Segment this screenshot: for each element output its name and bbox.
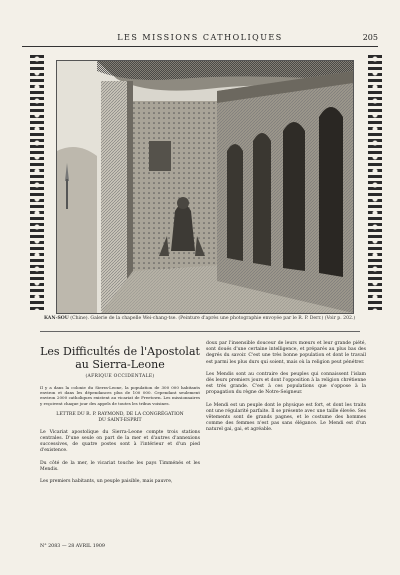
running-title: LES MISSIONS CATHOLIQUES <box>117 33 283 42</box>
caption-place-paren: (Chine). <box>70 316 89 321</box>
paragraph: doux par l'insensible douceur de leurs mœurs et leur grande piété, sont doués d'une certaine intelligence, et préparés au plus bas des degrés du savoir. C'est une très bonne population et dont le travail est parmi les plus durs qui soient, mais où la religion peut pénétrer. <box>206 341 366 365</box>
paragraph: Le Mendi est un peuple dont le physique est fort, et dont les traits ont une régularité parfaite. Il se présente avec une taille élevée. Ses vêtements sont de grands pagnes, et le costume des hommes comme des femmes n'est pas sans élégance. Le Mendi est d'un naturel gai, gai, et agréable. <box>206 402 366 433</box>
title-line-2: au Sierra-Leone <box>75 358 165 371</box>
column-left <box>40 335 200 485</box>
chapel-gallery-illustration <box>56 60 354 314</box>
caption-text: Galerie de la chapelle Wei-chang-tse. (Peinture d'après une photographie envoyée par le R. P. Derr.) (Voir p. 202.) <box>90 316 356 321</box>
header-rule <box>22 46 378 47</box>
paragraph: Du côté de la mer, le vicariat touche les pays Timménés et les Mendis. <box>40 460 200 472</box>
column-right <box>206 335 366 434</box>
title-line-1: Les Difficultés de l'Apostolat <box>40 345 200 358</box>
ornamental-border-left <box>30 52 44 310</box>
article-subtitle: (AFRIQUE OCCIDENTALE) <box>85 374 155 379</box>
page-number: 205 <box>362 33 378 42</box>
section-heading-line-1: LETTRE DU R. P. RAYMOND, DE LA CONGRÉGATION <box>56 411 184 417</box>
running-header <box>22 33 378 45</box>
caption-place: KAN-SOU <box>44 316 69 321</box>
illustration-caption <box>44 316 364 322</box>
caption-rule <box>40 331 360 332</box>
issue-footer: N° 2083 — 28 AVRIL 1909 <box>40 544 105 549</box>
ornamental-border-right <box>368 52 382 310</box>
paragraph: Les Mendis sont au contraire des peuples qui connaissent l'islam dès leurs premiers jours et dont l'opposition à la religion chrétienne est très grande. C'est à ces populations que s'oppose à la propagation du règne de Notre-Seigneur. <box>206 371 366 396</box>
paragraph: Les premiers habitants, un peuple paisible, mais pauvre, <box>40 479 173 485</box>
article-title <box>40 345 200 371</box>
article-intro: Il y a dans la colonie du Sierra-Leone, la population de 300 000 habitants environ et dans les dépendances plus de 100 000. Cependant seulement environ 2000 catholiques existent au vicariat de Freetown. Les missionnaires y reçoivent chaque jour des appels de toutes les tribus voisines. <box>40 385 200 406</box>
section-heading <box>40 412 200 424</box>
paragraph: Le Vicariat apostolique du Sierra-Leone compte trois stations centrales. D'une seule on part de la mer et d'autres d'annexions successives, de quatre postes sont à l'intérieur et d'un pied d'existence. <box>40 429 200 454</box>
section-heading-line-2: DU SAINT-ESPRIT <box>98 417 142 423</box>
